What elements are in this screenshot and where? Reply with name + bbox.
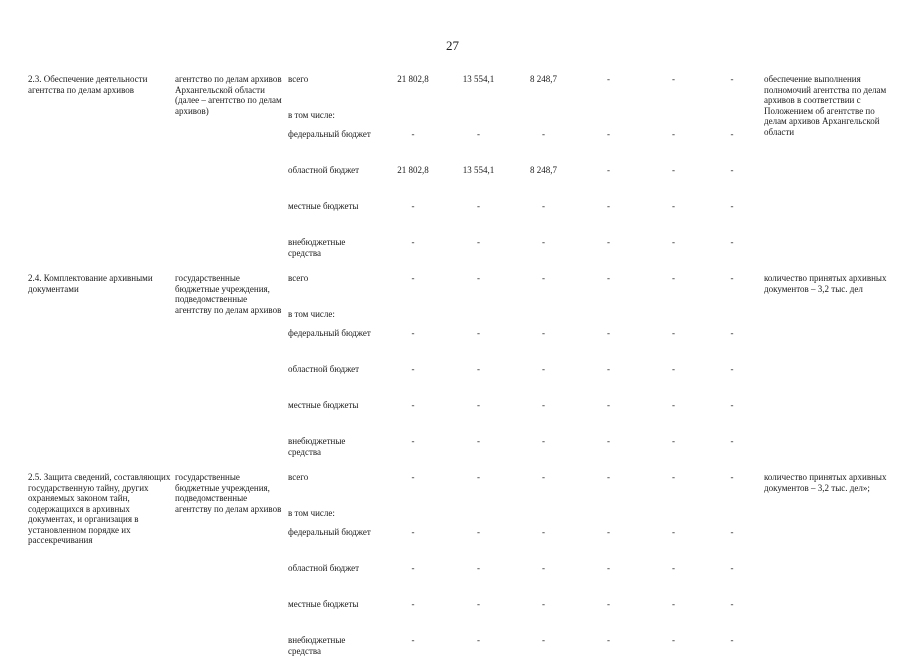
executor-name: государственные бюджетные учреждения, подведомственные агентству по делам архивов: [175, 472, 282, 514]
amount-cell: -: [730, 129, 734, 139]
funding-source: внебюджетные средства: [288, 237, 346, 258]
amount-cell: [511, 506, 576, 525]
amount-cell: -: [411, 364, 415, 374]
amount-cell: [641, 108, 706, 127]
amount-cell: -: [730, 400, 734, 410]
amount-cell: -: [542, 273, 545, 283]
amount-cell: [576, 506, 641, 525]
amount-cell: -: [542, 237, 545, 247]
page-number: 27: [446, 38, 459, 53]
amount-cell: -: [730, 74, 734, 84]
amount-cell: -: [607, 273, 610, 283]
amount-cell: -: [672, 129, 675, 139]
funding-source: всего: [288, 74, 309, 84]
amount-cell: [706, 307, 758, 326]
amount-cell: -: [542, 364, 545, 374]
amount-cell: -: [672, 74, 675, 84]
amount-cell: -: [672, 364, 675, 374]
amount-cell: -: [411, 201, 415, 211]
amount-cell: 8 248,7: [530, 74, 557, 84]
amount-cell: -: [477, 129, 480, 139]
amount-cell: -: [411, 599, 415, 609]
amount-cell: -: [607, 165, 610, 175]
amount-cell: -: [607, 201, 610, 211]
amount-cell: -: [730, 436, 734, 446]
amount-cell: [380, 506, 446, 525]
amount-cell: -: [730, 563, 734, 573]
funding-source: всего: [288, 273, 309, 283]
amount-cell: 8 248,7: [530, 165, 557, 175]
measure-name: 2.4. Комплектование архивными документами: [28, 273, 153, 294]
amount-cell: -: [730, 635, 734, 645]
amount-cell: -: [607, 237, 610, 247]
amount-cell: 13 554,1: [462, 74, 495, 84]
amount-cell: -: [411, 472, 415, 482]
amount-cell: -: [542, 400, 545, 410]
amount-cell: -: [730, 201, 734, 211]
amount-cell: -: [672, 328, 675, 338]
amount-cell: 13 554,1: [462, 165, 495, 175]
amount-cell: -: [730, 472, 734, 482]
funding-source: федеральный бюджет: [288, 129, 371, 139]
amount-cell: -: [607, 563, 610, 573]
amount-cell: -: [542, 472, 545, 482]
executor-name: агентство по делам архивов Архангельской области (далее – агентство по делам архивов): [175, 74, 282, 116]
amount-cell: [446, 307, 511, 326]
amount-cell: -: [730, 328, 734, 338]
funding-source: местные бюджеты: [288, 400, 359, 410]
amount-cell: 21 802,8: [397, 165, 429, 175]
amount-cell: -: [542, 527, 545, 537]
amount-cell: -: [542, 328, 545, 338]
amount-cell: -: [477, 400, 480, 410]
amount-cell: -: [607, 328, 610, 338]
executor-name: государственные бюджетные учреждения, подведомственные агентству по делам архивов: [175, 273, 282, 315]
amount-cell: -: [607, 472, 610, 482]
amount-cell: -: [542, 635, 545, 645]
amount-cell: [706, 506, 758, 525]
funding-source: федеральный бюджет: [288, 527, 371, 537]
amount-cell: [641, 307, 706, 326]
amount-cell: -: [411, 635, 415, 645]
amount-cell: -: [477, 472, 480, 482]
amount-cell: -: [672, 472, 675, 482]
amount-cell: -: [730, 527, 734, 537]
funding-source: областной бюджет: [288, 165, 360, 175]
amount-cell: -: [607, 527, 610, 537]
amount-cell: -: [730, 273, 734, 283]
expected-result: обеспечение выполнения полномочий агентства по делам архивов в соответствии с Положением об агентстве по делам архивов Архангельской области: [764, 74, 887, 137]
amount-cell: -: [607, 129, 610, 139]
amount-cell: -: [730, 364, 734, 374]
amount-cell: -: [607, 436, 610, 446]
amount-cell: [380, 307, 446, 326]
measure-name: 2.3. Обеспечение деятельности агентства по делам архивов: [28, 74, 148, 95]
amount-cell: [511, 108, 576, 127]
funding-source: областной бюджет: [288, 364, 360, 374]
amount-cell: -: [477, 599, 480, 609]
amount-cell: [380, 108, 446, 127]
amount-cell: -: [607, 364, 610, 374]
amount-cell: -: [672, 237, 675, 247]
funding-source: внебюджетные средства: [288, 436, 346, 457]
expected-result: количество принятых архивных документов – 3,2 тыс. дел»;: [764, 472, 887, 493]
amount-cell: -: [542, 436, 545, 446]
amount-cell: -: [542, 563, 545, 573]
funding-source: федеральный бюджет: [288, 328, 371, 338]
funding-source: в том числе:: [288, 110, 335, 120]
amount-cell: -: [477, 436, 480, 446]
amount-cell: -: [477, 328, 480, 338]
amount-cell: -: [411, 400, 415, 410]
amount-cell: [446, 108, 511, 127]
amount-cell: -: [411, 563, 415, 573]
table-row: [28, 470, 888, 506]
amount-cell: -: [542, 129, 545, 139]
funding-source: в том числе:: [288, 508, 335, 518]
funding-source: в том числе:: [288, 309, 335, 319]
amount-cell: -: [477, 273, 480, 283]
amount-cell: -: [411, 527, 415, 537]
amount-cell: -: [411, 328, 415, 338]
amount-cell: -: [672, 273, 675, 283]
expected-result: количество принятых архивных документов – 3,2 тыс. дел: [764, 273, 887, 294]
amount-cell: -: [411, 237, 415, 247]
amount-cell: -: [730, 237, 734, 247]
amount-cell: -: [477, 364, 480, 374]
funding-source: местные бюджеты: [288, 201, 359, 211]
amount-cell: -: [411, 273, 415, 283]
amount-cell: -: [477, 635, 480, 645]
amount-cell: -: [411, 129, 415, 139]
amount-cell: [641, 506, 706, 525]
amount-cell: -: [542, 599, 545, 609]
amount-cell: -: [672, 436, 675, 446]
amount-cell: -: [607, 400, 610, 410]
funding-source: внебюджетные средства: [288, 635, 346, 656]
amount-cell: -: [672, 165, 675, 175]
amount-cell: [706, 108, 758, 127]
amount-cell: -: [672, 599, 675, 609]
table-row: [28, 72, 888, 108]
amount-cell: [511, 307, 576, 326]
amount-cell: -: [672, 527, 675, 537]
amount-cell: -: [672, 400, 675, 410]
measures-table: [28, 72, 888, 669]
amount-cell: -: [607, 599, 610, 609]
amount-cell: [576, 108, 641, 127]
amount-cell: -: [477, 237, 480, 247]
amount-cell: 21 802,8: [397, 74, 429, 84]
amount-cell: -: [542, 201, 545, 211]
funding-source: всего: [288, 472, 309, 482]
amount-cell: -: [672, 635, 675, 645]
amount-cell: [576, 307, 641, 326]
amount-cell: -: [672, 563, 675, 573]
amount-cell: -: [730, 599, 734, 609]
amount-cell: -: [607, 635, 610, 645]
table-row: [28, 271, 888, 307]
amount-cell: -: [672, 201, 675, 211]
measure-name: 2.5. Защита сведений, составляющих государственную тайну, других охраняемых законом тайн, содержащихся в архивных документах, и организация в установленном порядке их рассекречивания: [28, 472, 171, 545]
amount-cell: -: [411, 436, 415, 446]
funding-source: местные бюджеты: [288, 599, 359, 609]
amount-cell: -: [477, 563, 480, 573]
amount-cell: -: [477, 527, 480, 537]
amount-cell: -: [607, 74, 610, 84]
funding-source: областной бюджет: [288, 563, 360, 573]
amount-cell: -: [477, 201, 480, 211]
amount-cell: -: [730, 165, 734, 175]
amount-cell: [446, 506, 511, 525]
